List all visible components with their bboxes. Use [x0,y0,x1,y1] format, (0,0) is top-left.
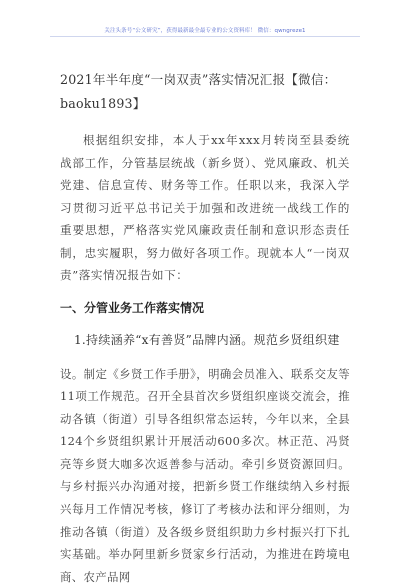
item-body-paragraph: 设。制定《乡贤工作手册》，明确会员准入、联系交友等11项工作规范。召开全县首次乡贤组织座谈交流会，推动各镇（街道）引导各组织常态运转，今年以来，全县124个乡贤组织累计开展活动600多次。林正范、冯贤亮等乡贤大咖多次返善参与活动。牵引乡贤资源回归。与乡村振兴办沟通对接，把新乡贤工作继续纳入乡村振兴每月工作情况考核，修订了考核办法和评分细则，为推动各镇（街道）及各级乡贤组织助力乡村振兴打下扎实基础。举办阿里新乡贤家乡行活动，为推进在跨境电商、农产品网 [60,363,350,588]
document-title: 2021年半年度“一岗双责”落实情况汇报【微信：baoku1893】 [60,68,350,116]
banner-divider [50,36,360,37]
header-banner [0,0,408,42]
banner-text: 关注头条号“公文研究”，获得最新最全最专业的公文资料库！ 微信：qwngreze1 [50,26,360,34]
document-body [60,68,350,588]
intro-paragraph: 根据组织安排，本人于xx年xxx月转岗至县委统战部工作，分管基层统战（新乡贤）、党风廉政、机关党建、信息宣传、财务等工作。任职以来，我深入学习贯彻习近平总书记关于加强和改进统一战线工作的重要思想，严格落实党风廉政责任制和意识形态责任制，忠实履职，努力做好各项工作。现就本人“一岗双责”落实情况报告如下： [60,129,350,287]
section-heading: 一、分管业务工作落实情况 [60,297,350,319]
item-title: 1.持续涵养“x有善贤”品牌内涵。规范乡贤组织建 [60,329,350,351]
